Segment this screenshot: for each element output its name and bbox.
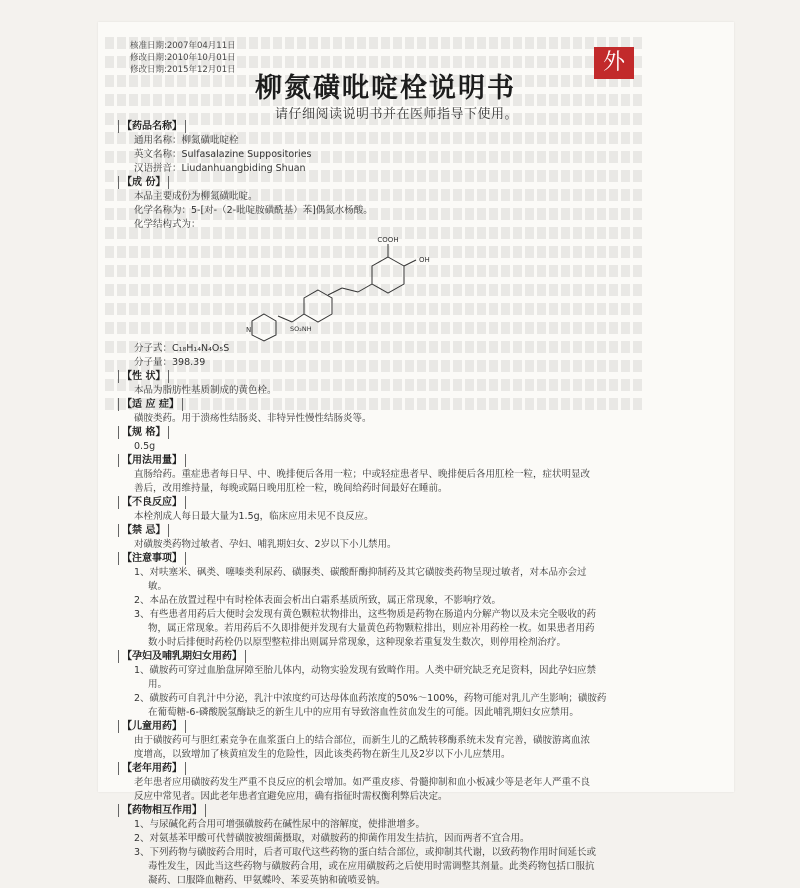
list-item-text: 凝药、口服降血糖药、甲氨蝶呤、苯妥英钠和硫喷妥钠。 xyxy=(148,875,386,886)
cooh-label: COOH xyxy=(377,236,399,244)
list-item-text: 2、本品在放置过程中有时栓体表面会析出白霜系基质所致，属正常现象，不影响疗效。 xyxy=(134,595,502,606)
list-item-text: 1、磺胺药可穿过血胎盘屏障至胎儿体内，动物实验发现有致畸作用。人类中研究缺乏充足资料，因此孕妇应禁 xyxy=(134,665,597,676)
revision-dates xyxy=(130,40,236,76)
document-subtitle: 请仔细阅读说明书并在医师指导下使用。 xyxy=(275,107,519,122)
section-heading: 【成 份】 xyxy=(118,176,169,189)
molecular-info: 分子量：398.39 xyxy=(134,357,206,368)
revision-date-line: 修改日期:2010年10月01日 xyxy=(130,53,236,63)
list-item-text: 敏。 xyxy=(148,581,168,592)
list-item-text: 2、对氨基苯甲酸可代替磺胺被细菌摄取，对磺胺药的抑菌作用发生拮抗，因而两者不宜合用。 xyxy=(134,833,530,844)
section-heading: 【孕妇及哺乳期妇女用药】 xyxy=(118,650,246,663)
section xyxy=(118,762,648,804)
section xyxy=(118,496,648,524)
section xyxy=(118,426,648,454)
section-heading: 【药物相互作用】 xyxy=(118,804,206,817)
section-heading: 【用法用量】 xyxy=(118,454,186,467)
section-text: 磺胺类药。用于溃疡性结肠炎、非特异性慢性结肠炎等。 xyxy=(134,413,372,424)
section xyxy=(118,176,648,370)
list-item-text: 毒性发生，因此当这些药物与磺胺药合用，或在应用磺胺药之后使用时需调整其剂量。此类药物包括口服抗 xyxy=(148,861,595,872)
list-item-text: 3、有些患者用药后大便时会发现有黄色颗粒状物排出，这些物质是药物在肠道内分解产物以及未完全吸收的药 xyxy=(134,609,597,620)
section-text: 汉语拼音：Liudanhuangbiding Shuan xyxy=(134,163,306,174)
section-text: 由于磺胺药可与胆红素竞争在血浆蛋白上的结合部位，而新生儿的乙酰转移酶系统未发育完善，磺胺游离血浓 xyxy=(134,735,591,746)
section-heading: 【药品名称】 xyxy=(118,120,186,133)
section xyxy=(118,720,648,762)
pyridine-n-label: N xyxy=(246,326,252,334)
section-text: 善后，改用维持量，每晚或隔日晚用肛栓一粒，晚间给药时间最好在睡前。 xyxy=(134,483,448,494)
section-heading: 【适 应 症】 xyxy=(118,398,183,411)
revision-date-line: 核准日期:2007年04月11日 xyxy=(130,41,236,51)
list-item-text: 1、对呋塞米、砜类、噻嗪类利尿药、磺脲类、碳酸酐酶抑制药及其它磺胺类药物呈现过敏者，对本品亦会过 xyxy=(134,567,587,578)
section xyxy=(118,524,648,552)
list-item-text: 2、磺胺药可自乳汁中分泌，乳汁中浓度约可达母体血药浓度的50%～100%，药物可能对乳儿产生影响；磺胺药 xyxy=(134,693,607,704)
revision-date-line: 修改日期:2015年12月01日 xyxy=(130,65,236,75)
section-text: 度增高，以致增加了核黄疸发生的危险性，因此该类药物在新生儿及2岁以下小儿应禁用。 xyxy=(134,749,511,760)
section-heading: 【性 状】 xyxy=(118,370,169,383)
list-item-text: 数小时后排便时药栓仍以原型整粒排出则属异常现象，这种现象若重复发生数次，则停用栓剂治疗。 xyxy=(148,637,567,648)
section xyxy=(118,120,648,176)
section-text: 老年患者应用磺胺药发生严重不良反应的机会增加。如严重皮疹、骨髓抑制和血小板减少等是老年人严重不良 xyxy=(134,777,591,788)
section-text: 0.5g xyxy=(134,441,156,452)
section-text: 本品为脂肪性基质制成的黄色栓。 xyxy=(134,385,277,396)
section xyxy=(118,398,648,426)
section-heading: 【儿童用药】 xyxy=(118,720,186,733)
section-heading: 【不良反应】 xyxy=(118,496,186,509)
section-heading: 【注意事项】 xyxy=(118,552,186,565)
list-item-text: 用。 xyxy=(148,679,168,690)
section-text: 本栓剂成人每日最大量为1.5g，临床应用未见不良反应。 xyxy=(134,511,374,522)
section xyxy=(118,804,648,888)
section xyxy=(118,552,648,650)
molecular-info: 分子式：C₁₈H₁₄N₄O₅S xyxy=(134,343,230,354)
section xyxy=(118,370,648,398)
section-text: 英文名称：Sulfasalazine Suppositories xyxy=(134,149,312,160)
section-text: 化学结构式为： xyxy=(134,219,201,230)
list-item-text: 1、与尿碱化药合用可增强磺胺药在碱性尿中的溶解度，使排泄增多。 xyxy=(134,819,426,830)
document-title: 柳氮磺吡啶栓说明书 xyxy=(255,73,516,104)
section xyxy=(118,454,648,496)
leaflet-body xyxy=(118,120,648,888)
list-item-text: 3、下列药物与磺胺药合用时，后者可取代这些药物的蛋白结合部位，或抑制其代谢，以致药物作用时间延长或 xyxy=(134,847,597,858)
structure-drawing xyxy=(238,232,438,342)
list-item-text: 物，属正常现象。若用药后不久即排便并发现有大量黄色药物颗粒排出，则应补用药栓一枚。如果患者用药 xyxy=(148,623,595,634)
oh-label: OH xyxy=(419,256,430,264)
section-text: 本品主要成份为柳氮磺吡啶。 xyxy=(134,191,258,202)
section-heading: 【老年用药】 xyxy=(118,762,186,775)
section-text: 化学名称为：5-[对-（2-吡啶胺磺酰基）苯]偶氮水杨酸。 xyxy=(134,205,373,216)
section-text: 直肠给药。重症患者每日早、中、晚排便后各用一粒；中或轻症患者早、晚排便后各用肛栓一粒，症状明显改 xyxy=(134,469,591,480)
section-heading: 【规 格】 xyxy=(118,426,169,439)
section-text: 反应中常见者。因此老年患者宜避免应用，确有指征时需权衡利弊后决定。 xyxy=(134,791,448,802)
section xyxy=(118,650,648,720)
chemical-structure xyxy=(238,232,438,342)
list-item-text: 在葡萄糖-6-磷酸脱氢酶缺乏的新生儿中的应用有导致溶血性贫血发生的可能。因此哺乳期妇女应禁用。 xyxy=(148,707,579,718)
sulfonyl-label: SO₂NH xyxy=(290,325,312,333)
section-heading: 【禁 忌】 xyxy=(118,524,169,537)
external-use-badge: 外 xyxy=(594,47,634,79)
section-text: 对磺胺类药物过敏者、孕妇、哺乳期妇女、2岁以下小儿禁用。 xyxy=(134,539,397,550)
section-text: 通用名称：柳氮磺吡啶栓 xyxy=(134,135,239,146)
